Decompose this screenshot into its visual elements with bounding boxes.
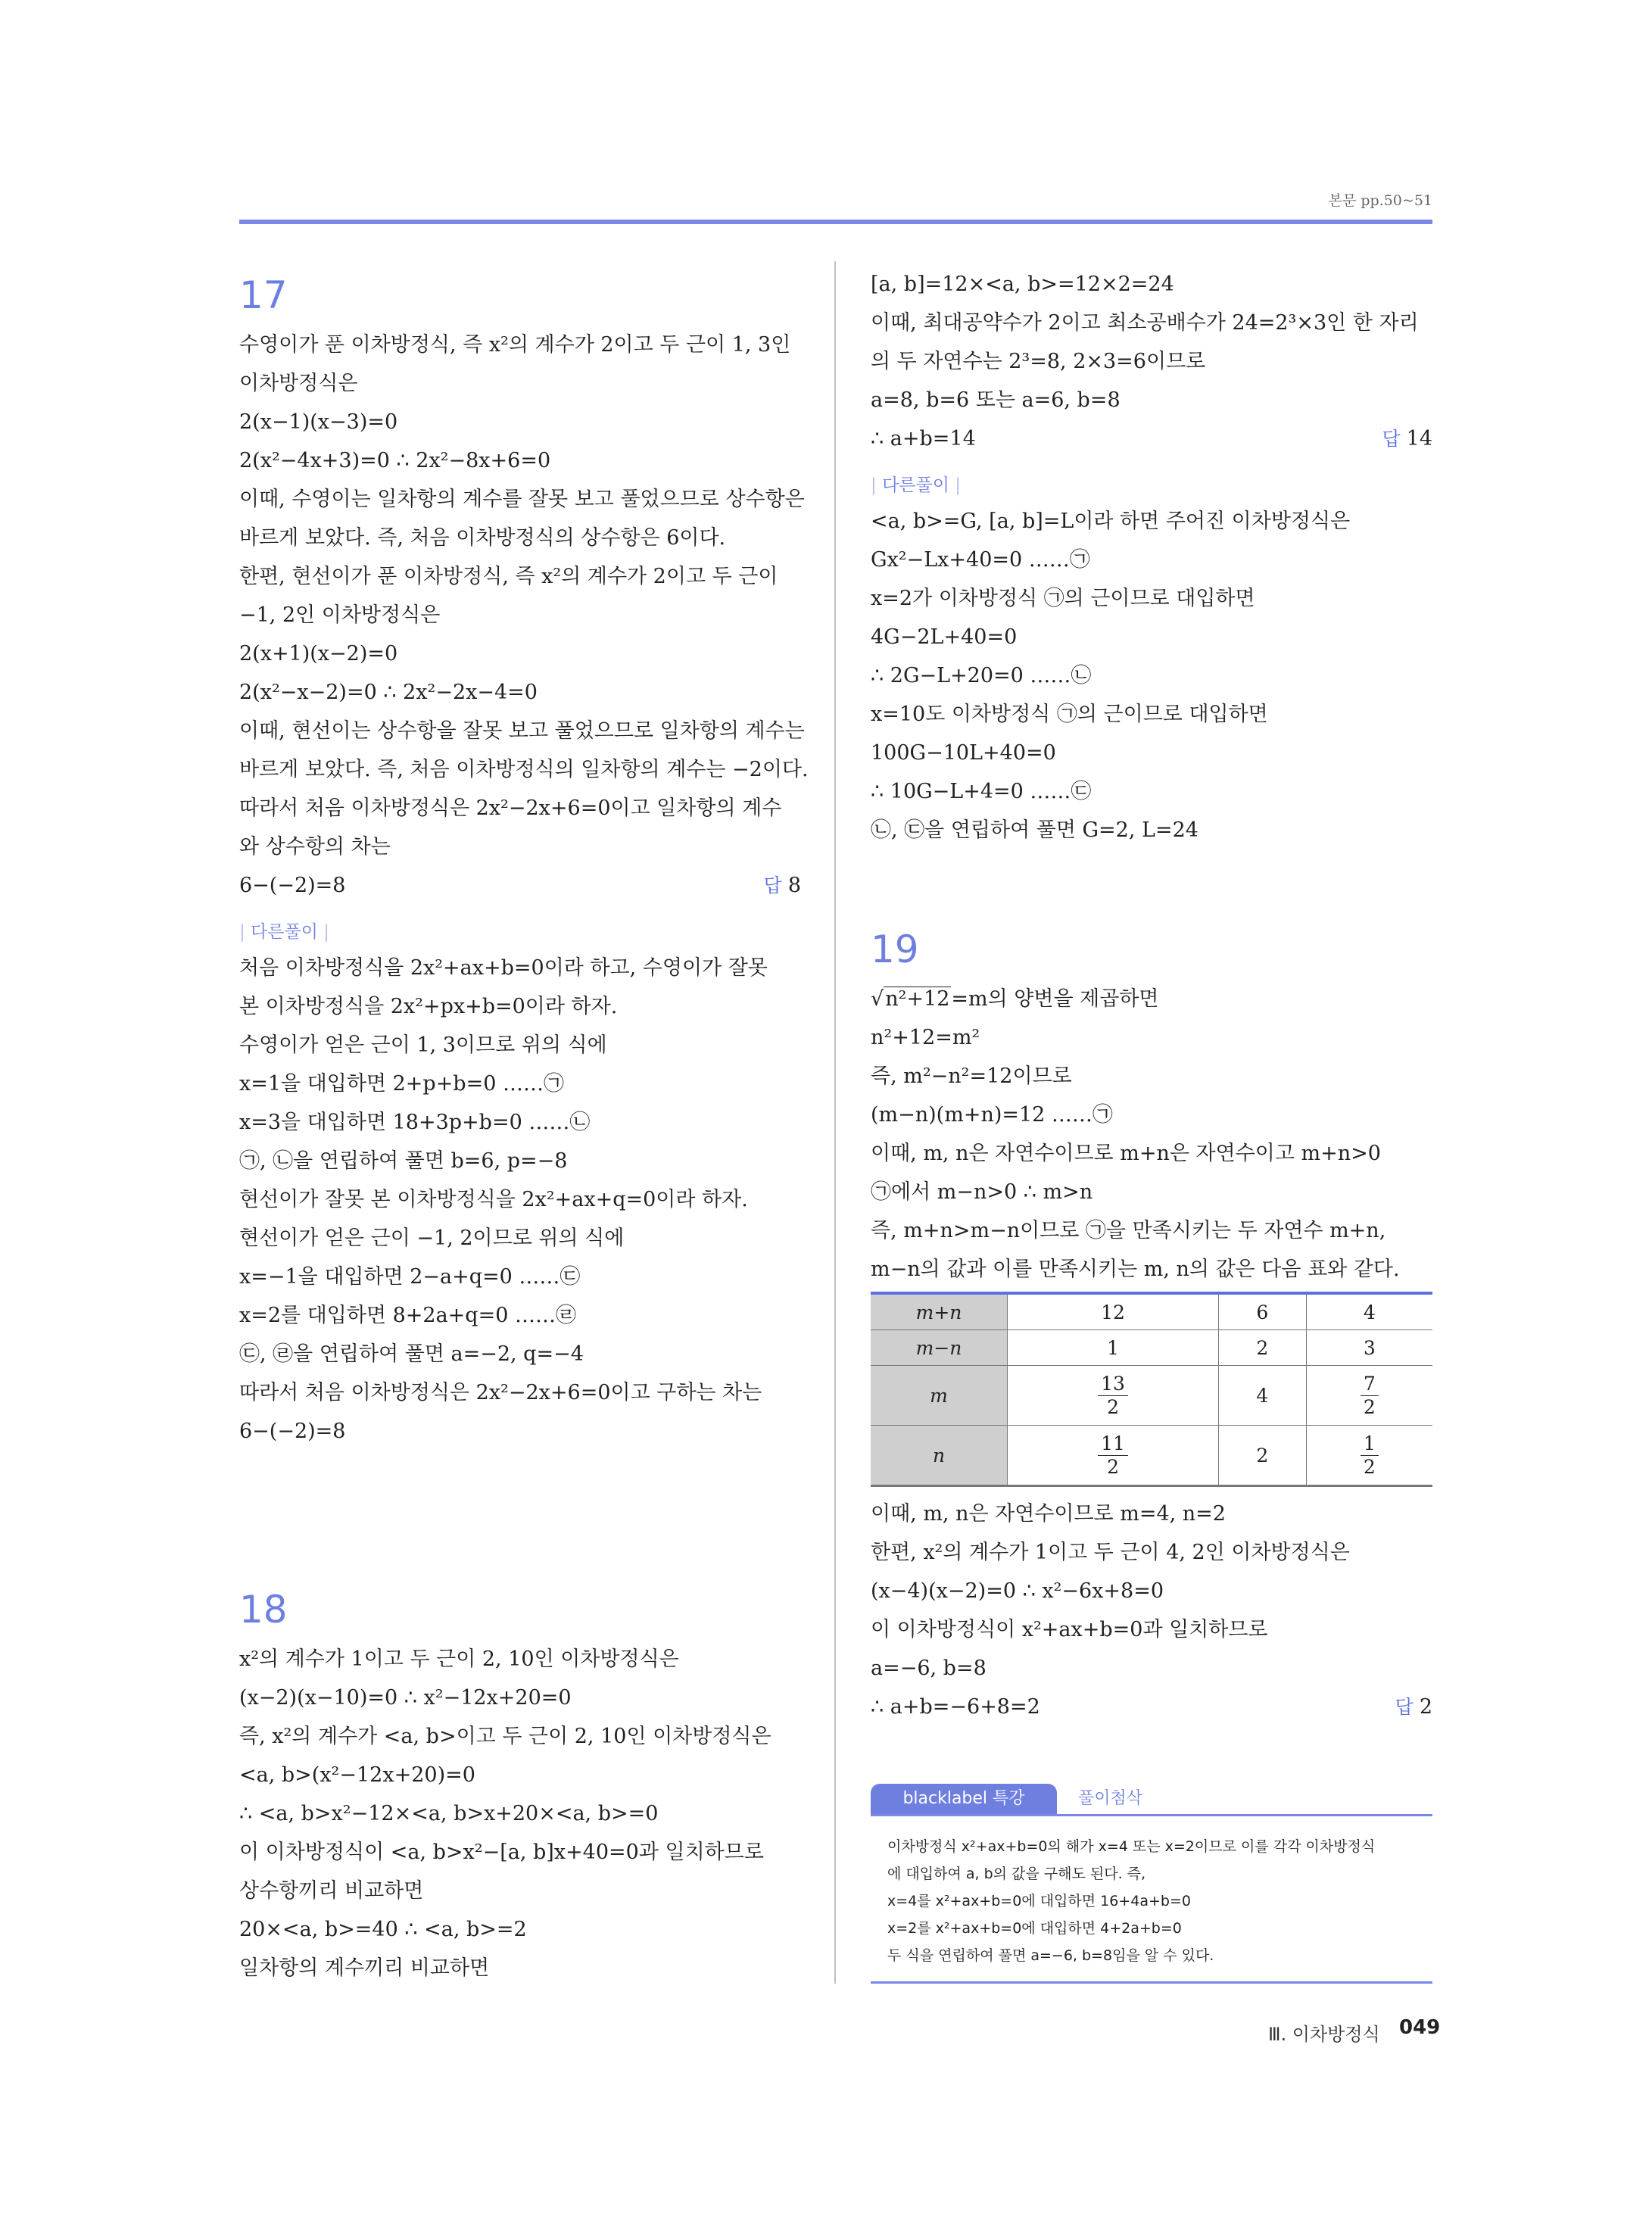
text-line: a=8, b=6 또는 a=6, b=8 [871, 388, 1121, 412]
text-line: <a, b>(x²−12x+20)=0 [239, 1763, 475, 1787]
text-line: 즉, m+n>m−n이므로 ㉠을 만족시키는 두 자연수 m+n, [871, 1219, 1386, 1242]
table-cell: 12 [1008, 1293, 1219, 1330]
table-cell: 3 [1306, 1330, 1432, 1366]
sqrt-expression: n²+12 [885, 987, 950, 1011]
text-line: 일차항의 계수끼리 비교하면 [239, 1956, 490, 1980]
text-line: 따라서 처음 이차방정식은 2x²−2x+6=0이고 일차항의 계수 [239, 796, 782, 820]
text-line: 수영이가 푼 이차방정식, 즉 x²의 계수가 2이고 두 근이 1, 3인 [239, 333, 791, 357]
text-line: a=−6, b=8 [871, 1657, 987, 1680]
blacklabel-subtitle: 풀이첨삭 [1078, 1789, 1143, 1808]
mn-value-table [871, 1292, 1432, 1487]
answer-17 [764, 866, 801, 905]
text-line: 이때, m, n은 자연수이므로 m=4, n=2 [871, 1502, 1226, 1526]
footer-chapter-title: Ⅲ. 이차방정식 [1268, 2024, 1380, 2045]
table-cell [1306, 1426, 1432, 1486]
alt-solution-17 [239, 949, 801, 1451]
answer-label: 답 [763, 874, 782, 896]
text-line: x=10도 이차방정식 ㉠의 근이므로 대입하면 [871, 703, 1268, 726]
text-line: x=1을 대입하면 2+p+b=0 ……㉠ [239, 1072, 564, 1096]
text-line: ∴ 2G−L+20=0 ……㉡ [871, 664, 1092, 687]
table-cell: 6 [1219, 1293, 1307, 1330]
text-line: (x−4)(x−2)=0 ∴ x²−6x+8=0 [871, 1579, 1164, 1603]
final-line-19 [871, 1688, 1432, 1726]
text-line: ㉠, ㉡을 연립하여 풀면 b=6, p=−8 [239, 1149, 568, 1173]
text-line: 2(x+1)(x−2)=0 [239, 642, 398, 666]
fraction: $\frac{7}{2}$ [1361, 1373, 1379, 1419]
row-header: m+n [871, 1293, 1008, 1330]
text-line: 본 이차방정식을 2x²+px+b=0이라 하자. [239, 995, 618, 1018]
table-row [871, 1293, 1432, 1330]
table-cell: 4 [1219, 1366, 1307, 1426]
footer-page-number: 049 [1399, 2016, 1441, 2039]
problem-number-17: 17 [239, 273, 288, 317]
solution-19 [871, 980, 1432, 1726]
text-line: ㉠에서 m−n>0 ∴ m>n [871, 1180, 1093, 1204]
text-line: 이때, 최대공약수가 2이고 최소공배수가 24=2³×3인 한 자리 [871, 311, 1419, 335]
text-line: 현선이가 잘못 본 이차방정식을 2x²+ax+q=0이라 하자. [239, 1188, 748, 1211]
text-line: x=3을 대입하면 18+3p+b=0 ……㉡ [239, 1111, 591, 1134]
text-rest: =m의 양변을 제곱하면 [951, 987, 1159, 1011]
text-line: 2(x−1)(x−3)=0 [239, 410, 398, 434]
alt-solution-18 [871, 502, 1432, 849]
text-line: 한편, 현선이가 푼 이차방정식, 즉 x²의 계수가 2이고 두 근이 [239, 565, 778, 588]
table-cell [1008, 1426, 1219, 1486]
text-line: 바르게 보았다. 즉, 처음 이차방정식의 일차항의 계수는 −2이다. [239, 758, 809, 781]
text-line: 한편, x²의 계수가 1이고 두 근이 4, 2인 이차방정식은 [871, 1541, 1350, 1564]
table-row [871, 1330, 1432, 1366]
text-line: 와 상수항의 차는 [239, 835, 391, 859]
text-line: 두 식을 연립하여 풀면 a=−6, b=8임을 알 수 있다. [887, 1947, 1214, 1964]
table-row [871, 1366, 1432, 1426]
final-equation: 6−(−2)=8 [239, 874, 346, 897]
row-header: n [871, 1426, 1008, 1486]
text-line: (m−n)(m+n)=12 ……㉠ [871, 1103, 1113, 1127]
text-line: 처음 이차방정식을 2x²+ax+b=0이라 하고, 수영이가 잘못 [239, 956, 768, 980]
header-rule [239, 220, 1432, 224]
final-equation: ∴ a+b=−6+8=2 [871, 1695, 1040, 1719]
blacklabel-body [871, 1816, 1432, 1984]
table-cell: 2 [1219, 1426, 1307, 1486]
text-line: x=2가 이차방정식 ㉠의 근이므로 대입하면 [871, 587, 1255, 610]
text-line: x=2를 x²+ax+b=0에 대입하면 4+2a+b=0 [887, 1920, 1182, 1937]
table-cell [1008, 1366, 1219, 1426]
text-line: 20×<a, b>=40 ∴ <a, b>=2 [239, 1918, 527, 1941]
row-header: m [871, 1366, 1008, 1426]
table-cell: 2 [1219, 1330, 1307, 1366]
answer-label: 답 [1382, 428, 1401, 450]
blacklabel-header [871, 1784, 1432, 1816]
text-line: √n²+12=m의 양변을 제곱하면 [871, 987, 1159, 1011]
final-equation: ∴ a+b=14 [871, 427, 976, 450]
answer-value: 14 [1406, 427, 1432, 450]
problem-number-19: 19 [871, 927, 919, 971]
blacklabel-tag: blacklabel 특강 [871, 1784, 1057, 1814]
text-line: x=−1을 대입하면 2−a+q=0 ……㉢ [239, 1265, 581, 1289]
solution-17 [239, 326, 809, 905]
column-divider [834, 261, 836, 1984]
text-line: 6−(−2)=8 [239, 1420, 346, 1443]
text-line: 현선이가 얻은 근이 −1, 2이므로 위의 식에 [239, 1227, 625, 1250]
text-line: 4G−2L+40=0 [871, 625, 1018, 649]
text-line: −1, 2인 이차방정식은 [239, 603, 441, 627]
fraction: $\frac{1}{2}$ [1361, 1432, 1379, 1479]
problem-number-18: 18 [239, 1588, 288, 1632]
fraction: $\frac{11}{2}$ [1098, 1432, 1128, 1479]
text-line: Gx²−Lx+40=0 ……㉠ [871, 548, 1090, 572]
text-line: 이때, 수영이는 일차항의 계수를 잘못 보고 풀었으므로 상수항은 [239, 488, 805, 511]
text-line: ㉢, ㉣을 연립하여 풀면 a=−2, q=−4 [239, 1342, 584, 1366]
text-line: 즉, m²−n²=12이므로 [871, 1065, 1072, 1088]
final-line-18 [871, 419, 1432, 458]
text-line: ∴ 10G−L+4=0 ……㉢ [871, 780, 1092, 803]
text-line: 상수항끼리 비교하면 [239, 1879, 424, 1903]
text-line: [a, b]=12×<a, b>=12×2=24 [871, 273, 1174, 296]
right-column [871, 265, 1432, 1726]
text-line: <a, b>=G, [a, b]=L이라 하면 주어진 이차방정식은 [871, 510, 1351, 533]
table-cell [1306, 1366, 1432, 1426]
text-line: 이 이차방정식이 x²+ax+b=0과 일치하므로 [871, 1618, 1268, 1641]
table-row [871, 1426, 1432, 1486]
alt-solution-label-17: | 다른풀이 | [239, 922, 329, 942]
text-line: 2(x²−x−2)=0 ∴ 2x²−2x−4=0 [239, 681, 538, 704]
text-line: ∴ <a, b>x²−12×<a, b>x+20×<a, b>=0 [239, 1802, 659, 1825]
text-line: 이차방정식 x²+ax+b=0의 해가 x=4 또는 x=2이므로 이를 각각 이차방정식 [887, 1838, 1376, 1855]
answer-value: 2 [1419, 1695, 1432, 1719]
text-line: 2(x²−4x+3)=0 ∴ 2x²−8x+6=0 [239, 449, 551, 472]
text-line: n²+12=m² [871, 1026, 980, 1049]
text-line: 바르게 보았다. 즉, 처음 이차방정식의 상수항은 6이다. [239, 526, 726, 550]
answer-value: 8 [787, 874, 801, 897]
page-reference: 본문 pp.50~51 [1328, 192, 1432, 209]
text-line: 이 이차방정식이 <a, b>x²−[a, b]x+40=0과 일치하므로 [239, 1841, 764, 1864]
answer-18 [1382, 419, 1432, 458]
text-line: 이차방정식은 [239, 372, 358, 395]
alt-solution-label-18: | 다른풀이 | [871, 475, 961, 495]
table-cell: 1 [1008, 1330, 1219, 1366]
text-line: m−n의 값과 이를 만족시키는 m, n의 값은 다음 표와 같다. [871, 1258, 1400, 1281]
text-line: x²의 계수가 1이고 두 근이 2, 10인 이차방정식은 [239, 1647, 679, 1671]
text-line: 즉, x²의 계수가 <a, b>이고 두 근이 2, 10인 이차방정식은 [239, 1725, 771, 1748]
row-header: m−n [871, 1330, 1008, 1366]
text-line: 이때, 현선이는 상수항을 잘못 보고 풀었으므로 일차항의 계수는 [239, 719, 805, 743]
text-line: 의 두 자연수는 2³=8, 2×3=6이므로 [871, 350, 1206, 373]
final-line-17 [239, 866, 801, 905]
text-line: x=2를 대입하면 8+2a+q=0 ……㉣ [239, 1304, 576, 1327]
left-column [239, 265, 809, 1987]
solution-18 [239, 1640, 801, 1987]
fraction: $\frac{13}{2}$ [1098, 1373, 1128, 1419]
text-line: 따라서 처음 이차방정식은 2x²−2x+6=0이고 구하는 차는 [239, 1381, 762, 1404]
table-cell: 4 [1306, 1293, 1432, 1330]
answer-label: 답 [1395, 1696, 1414, 1718]
blacklabel-note-box [871, 1784, 1432, 1984]
text-line: 에 대입하여 a, b의 값을 구해도 된다. 즉, [887, 1866, 1146, 1882]
solution-18-continued [871, 265, 1432, 458]
text-line: x=4를 x²+ax+b=0에 대입하면 16+4a+b=0 [887, 1893, 1191, 1909]
text-line: 100G−10L+40=0 [871, 741, 1056, 765]
text-line: 이때, m, n은 자연수이므로 m+n은 자연수이고 m+n>0 [871, 1142, 1381, 1165]
answer-19 [1395, 1688, 1432, 1726]
text-line: ㉡, ㉢을 연립하여 풀면 G=2, L=24 [871, 818, 1198, 842]
text-line: (x−2)(x−10)=0 ∴ x²−12x+20=0 [239, 1686, 572, 1710]
text-line: 수영이가 얻은 근이 1, 3이므로 위의 식에 [239, 1033, 607, 1057]
